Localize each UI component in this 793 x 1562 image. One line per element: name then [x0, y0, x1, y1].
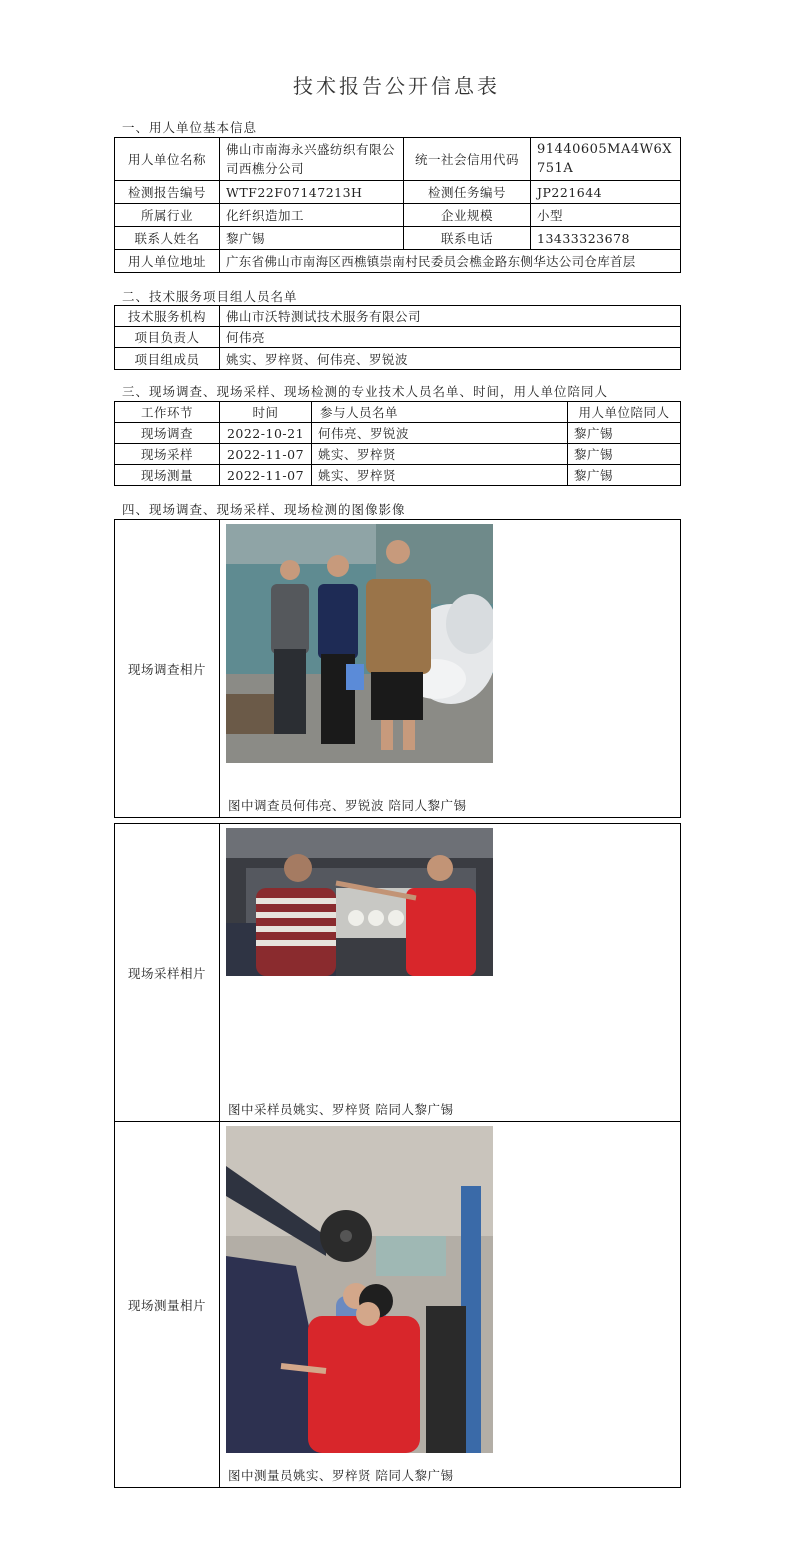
cell-stage: 现场采样 [115, 444, 220, 465]
cell-label: 联系人姓名 [115, 227, 220, 250]
cell-project-lead: 何伟亮 [220, 327, 681, 348]
cell-date: 2022-11-07 [220, 465, 312, 486]
survey-photo [226, 524, 493, 763]
photo-label: 现场采样相片 [115, 824, 220, 1122]
photo-cell [220, 520, 681, 818]
employer-info-table [114, 137, 681, 273]
cell-label: 检测报告编号 [115, 181, 220, 204]
cell-label: 技术服务机构 [115, 306, 220, 327]
section4-heading: 四、现场调查、现场采样、现场检测的图像影像 [122, 502, 406, 517]
section1-heading: 一、用人单位基本信息 [122, 120, 258, 135]
cell-members: 姚实、罗梓贤、何伟亮、罗锐波 [220, 348, 681, 370]
photo-caption: 图中采样员姚实、罗梓贤 陪同人黎广锡 [228, 1102, 454, 1117]
photo-label: 现场调查相片 [115, 520, 220, 818]
cell-personnel: 姚实、罗梓贤 [312, 465, 568, 486]
cell-institution: 佛山市沃特测试技术服务有限公司 [220, 306, 681, 327]
table-row [115, 1122, 681, 1488]
cell-personnel: 何伟亮、罗锐波 [312, 423, 568, 444]
cell-label: 检测任务编号 [404, 181, 531, 204]
photo-caption: 图中调查员何伟亮、罗锐波 陪同人黎广锡 [228, 798, 467, 813]
section3-heading: 三、现场调查、现场采样、现场检测的专业技术人员名单、时间，用人单位陪同人 [122, 384, 609, 399]
table-row [115, 181, 681, 204]
table-row [115, 423, 681, 444]
cell-contact-name: 黎广锡 [220, 227, 404, 250]
cell-label: 项目组成员 [115, 348, 220, 370]
photo-caption: 图中测量员姚实、罗梓贤 陪同人黎广锡 [228, 1468, 454, 1483]
table-row [115, 327, 681, 348]
column-header: 参与人员名单 [312, 402, 568, 423]
column-header: 时间 [220, 402, 312, 423]
cell-escort: 黎广锡 [568, 465, 681, 486]
cell-scale: 小型 [531, 204, 681, 227]
cell-escort: 黎广锡 [568, 444, 681, 465]
table-row [115, 227, 681, 250]
photo-cell [220, 1122, 681, 1488]
cell-escort: 黎广锡 [568, 423, 681, 444]
team-table [114, 305, 681, 370]
cell-label: 所属行业 [115, 204, 220, 227]
table-row [115, 138, 681, 181]
cell-report-number: WTF22F07147213H [220, 181, 404, 204]
photo-cell [220, 824, 681, 1122]
cell-label: 用人单位名称 [115, 138, 220, 181]
cell-industry: 化纤织造加工 [220, 204, 404, 227]
table-row [115, 520, 681, 818]
photo-table-measurement [114, 1121, 681, 1488]
table-row [115, 306, 681, 327]
cell-label: 项目负责人 [115, 327, 220, 348]
table-row [115, 824, 681, 1122]
column-header: 工作环节 [115, 402, 220, 423]
cell-task-number: JP221644 [531, 181, 681, 204]
page-title: 技术报告公开信息表 [293, 74, 500, 98]
photo-label: 现场测量相片 [115, 1122, 220, 1488]
fieldwork-table [114, 401, 681, 486]
table-row [115, 348, 681, 370]
cell-label: 联系电话 [404, 227, 531, 250]
photo-table-sampling [114, 823, 681, 1122]
table-header-row [115, 402, 681, 423]
cell-company-name: 佛山市南海永兴盛纺织有限公司西樵分公司 [220, 138, 404, 181]
section2-heading: 二、技术服务项目组人员名单 [122, 289, 298, 304]
cell-date: 2022-10-21 [220, 423, 312, 444]
cell-label: 统一社会信用代码 [404, 138, 531, 181]
cell-personnel: 姚实、罗梓贤 [312, 444, 568, 465]
column-header: 用人单位陪同人 [568, 402, 681, 423]
sampling-photo [226, 828, 493, 976]
cell-date: 2022-11-07 [220, 444, 312, 465]
cell-phone: 13433323678 [531, 227, 681, 250]
cell-stage: 现场测量 [115, 465, 220, 486]
table-row [115, 444, 681, 465]
table-row [115, 204, 681, 227]
table-row [115, 250, 681, 273]
cell-label: 企业规模 [404, 204, 531, 227]
cell-label: 用人单位地址 [115, 250, 220, 273]
photo-table-survey [114, 519, 681, 818]
cell-address: 广东省佛山市南海区西樵镇崇南村民委员会樵金路东侧华达公司仓库首层 [220, 250, 681, 273]
table-row [115, 465, 681, 486]
measurement-photo [226, 1126, 493, 1453]
cell-stage: 现场调查 [115, 423, 220, 444]
cell-credit-code: 91440605MA4W6X751A [531, 138, 681, 181]
